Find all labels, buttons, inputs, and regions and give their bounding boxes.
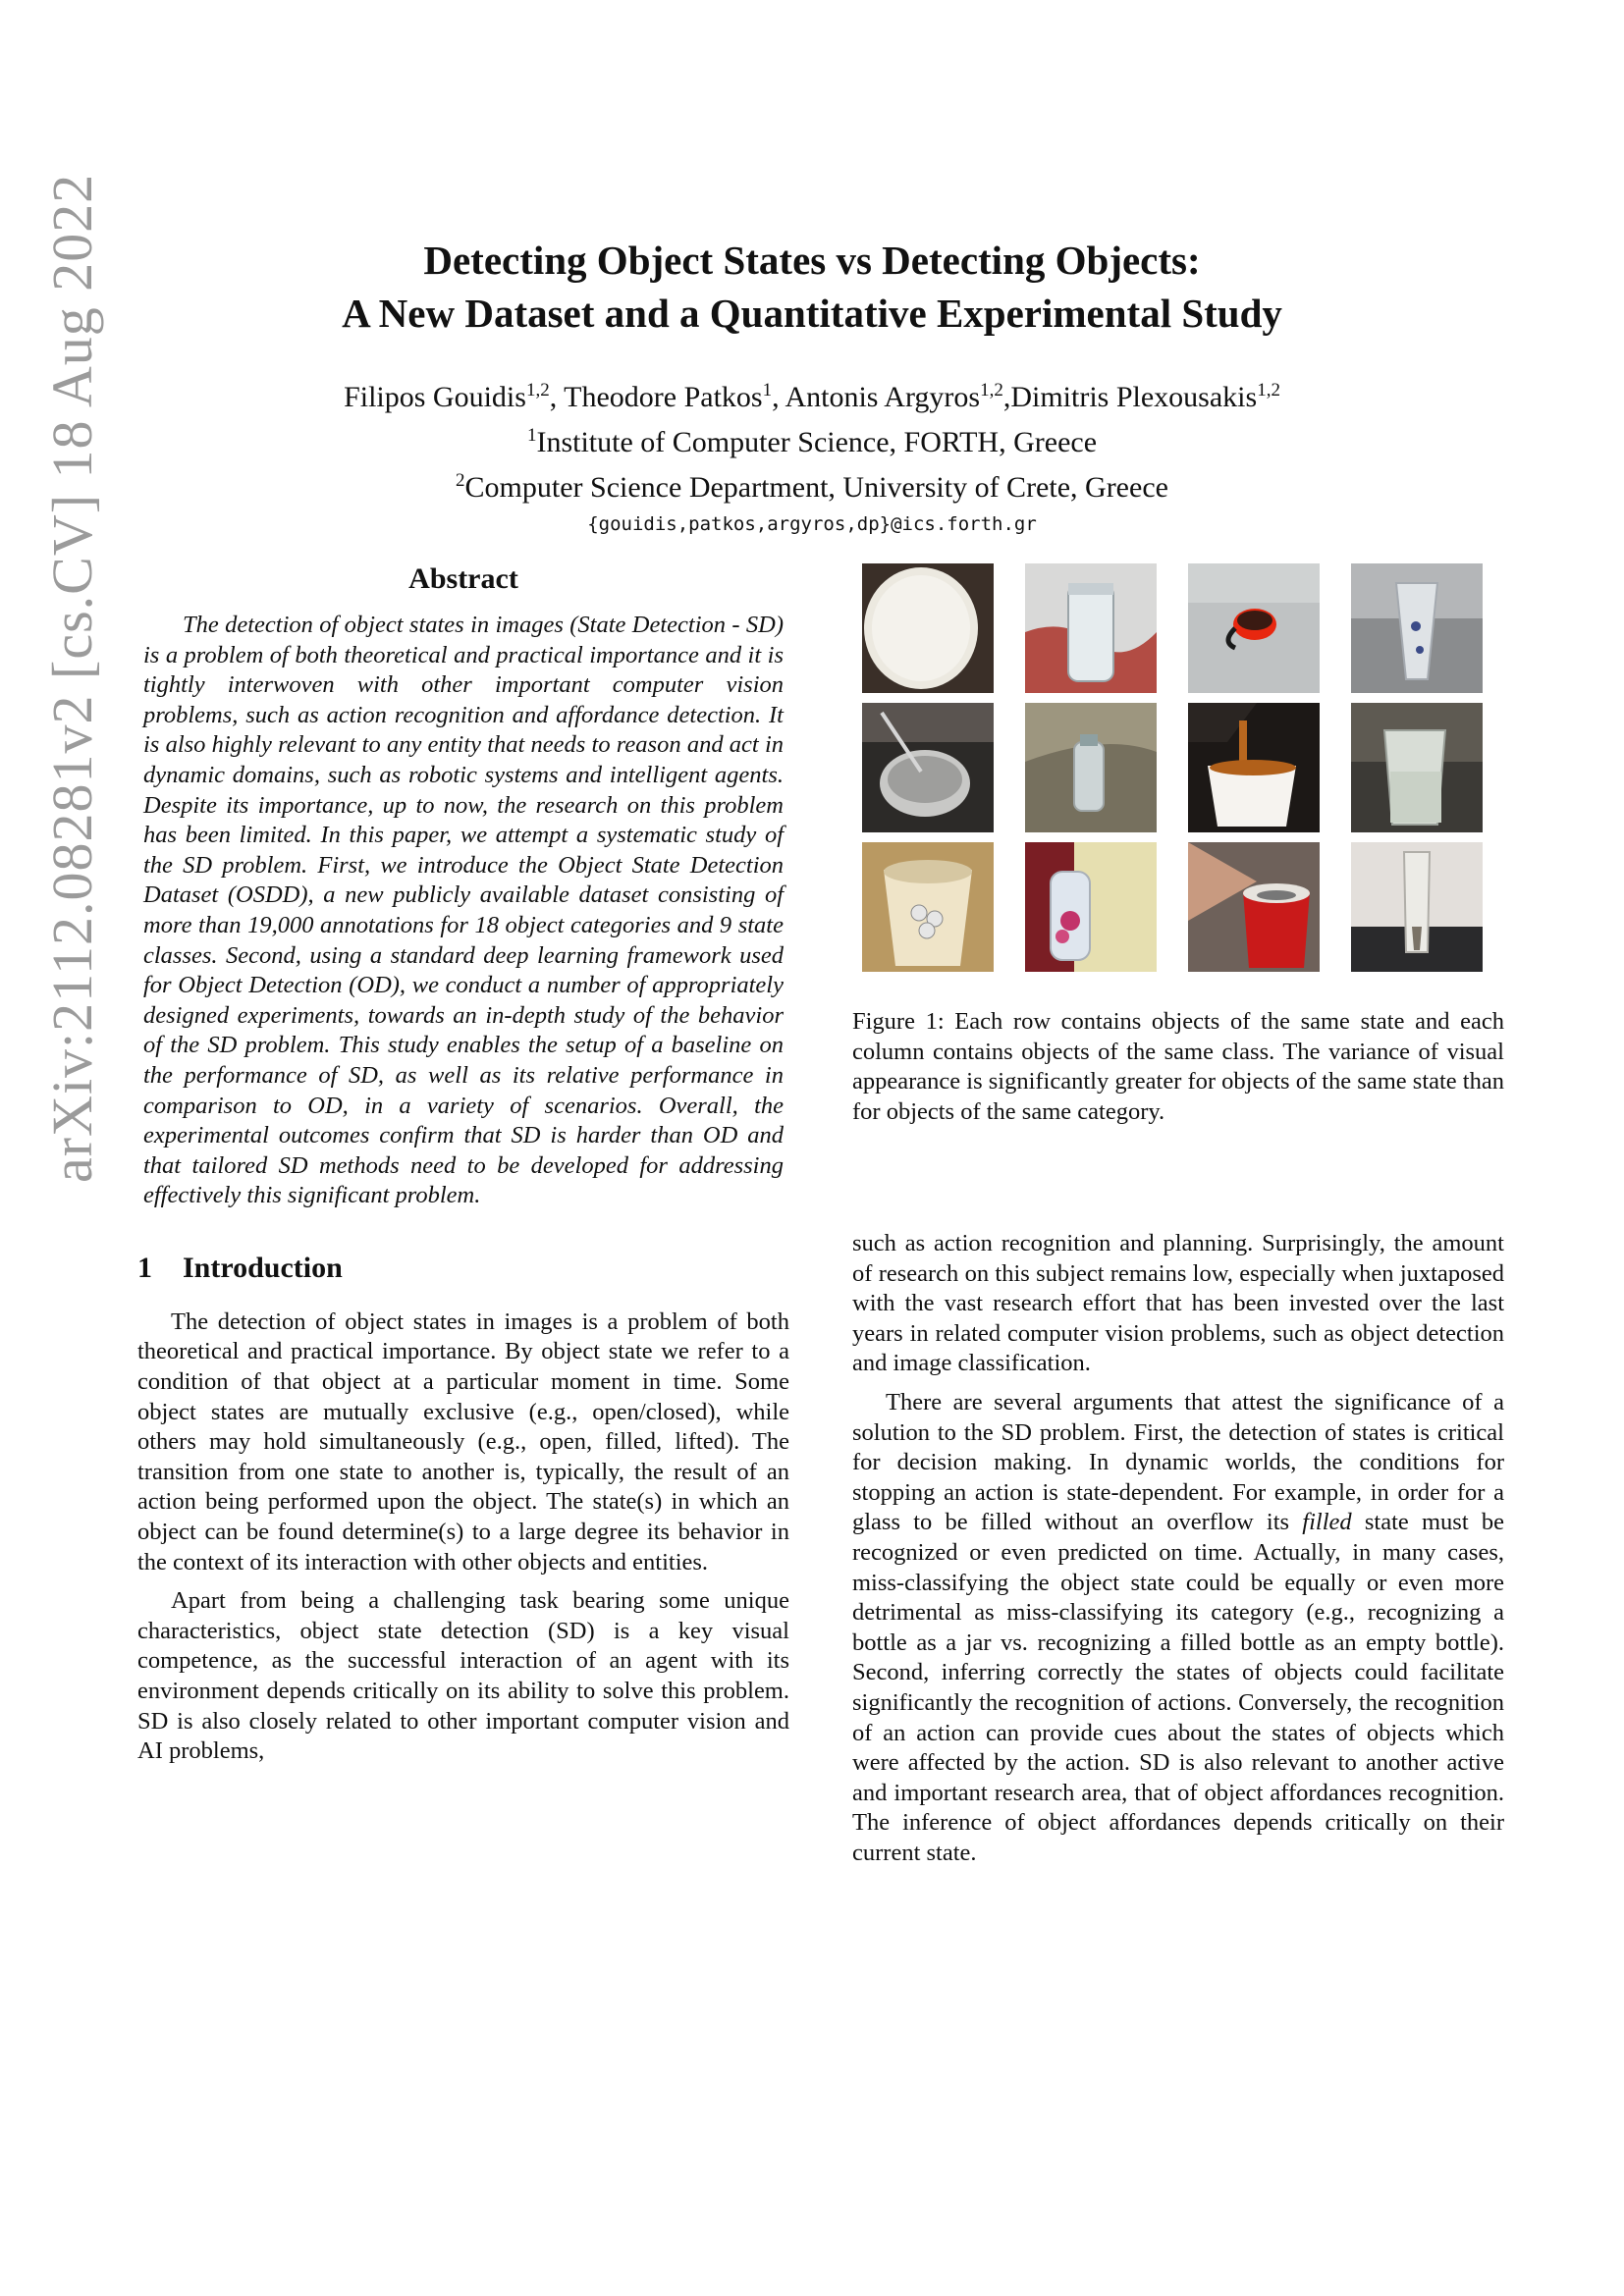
figure-thumbnail [1025,703,1157,832]
figure-thumbnail [1188,703,1320,832]
abstract-text: The detection of object states in images (State Detection - SD) is a problem of both theoretical and practical importance and it is tightly interwoven with other important computer vision problems, such as action recognition and affordance detection. It is also highly relevant to any entity that needs to reason and act in dynamic domains, such as robotic systems and intelligent agents. Despite its importance, up to now, the research on this problem has been limited. In this paper, we attempt a systematic study of the SD problem. First, we introduce the Object State Detection Dataset (OSDD), a new publicly available dataset consisting of more than 19,000 annotations for 18 object categories and 9 state classes. Second, using a standard deep learning framework used for Object Detection (OD), we conduct a number of appropriately designed experiments, towards an in-depth study of the behavior of the SD problem. This study enables the setup of a baseline on the performance of SD, as well as its relative performance in comparison to OD, in a variety of scenarios. Overall, the experimental outcomes confirm that SD is harder than OD and that tailored SD methods need to be developed for addressing effectively this significant problem. [143,612,784,1209]
paper-title [0,234,1624,340]
affiliation-text: Computer Science Department, University of Crete, Greece [464,471,1168,504]
affiliation-marker: 1 [762,380,773,400]
figure-thumbnail [1188,842,1320,972]
arxiv-identifier-stamp: arXiv:2112.08281v2 [cs.CV] 18 Aug 2022 [40,173,104,1183]
author-block [0,371,1624,542]
figure-1-caption: Figure 1: Each row contains objects of the same state and each column contains objects of the same class. The variance of visual appearance is significantly greater for objects of the same state than for objects of the same category. [852,1008,1504,1125]
figure-thumbnail [1351,842,1483,972]
author-list [0,371,1624,416]
affiliation-marker: 2 [456,470,465,491]
paragraph-text: There are several arguments that attest the significance of a solution to the SD problem. First, the detection of states is critical for decision making. In dynamic worlds, the conditions for stopping an action is state-dependent. For example, in order for a glass to be filled without an overflow its [852,1388,1504,1536]
intro-paragraph-3: such as action recognition and planning. Surprisingly, the amount of research on this subject remains low, especially when juxtaposed with the vast research effort that has been invested over the last years in related computer vision problems, such as object detection and image classification. [852,1230,1504,1377]
figure-thumbnail [1025,563,1157,693]
title-line-1: Detecting Object States vs Detecting Objects: [423,238,1201,283]
paragraph-text: state must be recognized or even predicted on time. Actually, in many cases, miss-classifying the object state could be equally or even more detrimental as miss-classifying its category (e.g., recognizing a bottle as a jar vs. recognizing a filled bottle as an empty bottle). Second, inferring correctly the states of objects could facilitate significantly the recognition of actions. Conversely, the recognition of an action can provide cues about the states of objects which were affected by the action. SD is also relevant to another active and important research area, that of object affordances recognition. The inference of object affordances depends critically on their current state. [852,1509,1504,1866]
intro-paragraph-2: Apart from being a challenging task bearing some unique characteristics, object state detection (SD) is a key visual competence, as the successful interaction of an agent with its environment depends critically on its ability to solve this problem. SD is also closely related to other important computer vision and AI problems, [137,1587,789,1765]
section-number: 1 [137,1251,152,1284]
figure-thumbnail [1025,842,1157,972]
figure-1-image-grid [862,563,1490,972]
affiliation-text: Institute of Computer Science, FORTH, Greece [536,426,1098,458]
emphasized-word: filled [1302,1509,1352,1536]
affiliation-marker: 1,2 [1257,380,1280,400]
figure-thumbnail [862,703,994,832]
figure-thumbnail [1351,703,1483,832]
author-email[interactable]: {gouidis,patkos,argyros,dp}@ics.forth.gr [587,513,1037,535]
right-column-text [852,1229,1504,1868]
author-name: , Antonis Argyros [772,381,981,413]
figure-thumbnail [1351,563,1483,693]
affiliation-1 [0,416,1624,461]
author-name: , Theodore Patkos [549,381,763,413]
intro-paragraph-1: The detection of object states in images is a problem of both theoretical and practical importance. By object state we refer to a condition of that object at a particular moment in time. Some object states are mutually exclusive (e.g., open/closed), while others may hold simultaneously (e.g., open, filled, lifted). The transition from one state to another is, typically, the result of an action being performed upon the object. The state(s) in which an object can be found determine(s) to a large degree its behavior in the context of its interaction with other objects and entities. [137,1308,789,1575]
intro-paragraph-4 [852,1388,1504,1869]
affiliation-marker: 1,2 [525,380,550,400]
affiliation-2 [0,461,1624,507]
left-column [137,558,789,1767]
abstract-heading: Abstract [408,562,518,595]
figure-thumbnail [862,563,994,693]
section-title: Introduction [183,1251,343,1284]
title-line-2: A New Dataset and a Quantitative Experimental Study [342,291,1282,336]
author-name: Filipos Gouidis [344,381,526,413]
author-name: ,Dimitris Plexousakis [1002,381,1258,413]
figure-thumbnail [1188,563,1320,693]
affiliation-marker: 1,2 [980,380,1003,400]
figure-thumbnail [862,842,994,972]
introduction-heading [137,1247,789,1290]
affiliation-marker: 1 [526,425,537,446]
